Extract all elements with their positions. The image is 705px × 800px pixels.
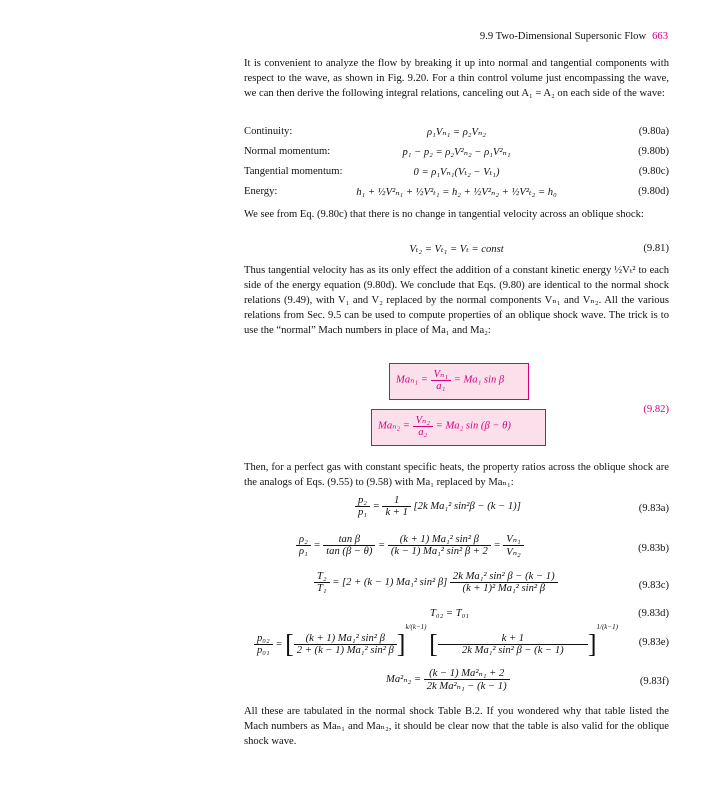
relation-label: Energy: xyxy=(244,186,278,197)
equation-number: (9.80b) xyxy=(638,146,669,157)
equation-9-83d: T₀₂ = T₀₁ xyxy=(430,608,469,619)
fraction-denominator: a₁ xyxy=(436,381,446,392)
relation-tangential-momentum xyxy=(244,166,669,182)
fraction-numerator: k + 1 xyxy=(438,633,588,645)
fraction-denominator: (k − 1) Ma₁² sin² β + 2 xyxy=(390,546,488,557)
relation-label: Tangential momentum: xyxy=(244,166,343,177)
fraction-numerator: Vₙ₂ xyxy=(413,414,433,427)
paragraph-tabulated: All these are tabulated in the normal shock Table B.2. If you wondered why that table listed the Mach numbers as Maₙ₁ and Maₙ₂, it should be clear now that the table is also valid for the oblique shock wave. xyxy=(244,706,669,747)
running-header xyxy=(480,31,668,42)
fraction-numerator: (k + 1) Ma₁² sin² β xyxy=(294,633,397,645)
fraction-denominator: 2k Ma₁² sin² β − (k − 1) xyxy=(461,645,564,657)
fraction-denominator: T₁ xyxy=(317,583,327,594)
relation-label: Normal momentum: xyxy=(244,146,331,157)
fraction-denominator: p₀₁ xyxy=(257,645,270,657)
fraction-numerator: Vₙ₁ xyxy=(503,533,523,546)
box-lhs: Maₙ₂ = xyxy=(378,420,410,432)
equation-number: (9.83f) xyxy=(639,676,669,687)
box-rhs: = Ma₁ sin β xyxy=(453,374,505,386)
equation-number: (9.81) xyxy=(643,243,669,254)
fraction-numerator: T₂ xyxy=(314,571,330,583)
paragraph-normal-components: Thus tangential velocity has as its only effect the addition of a constant kinetic energy ½Vₜ² to each side of the energy equation (9.80d). We conclude that Eqs. (9.80) are identical to the normal shock relations (9.49), with V₁ and V₂ replaced by the normal components Vₙ₁ and Vₙ₂. All the various relations from Sec. 9.5 can be used to compute properties of an oblique shock wave. The trick is to use the “normal” Mach numbers in place of Ma₁ and Ma₂: xyxy=(244,265,669,336)
equation-term: = [2 + (k − 1) Ma₁² sin² β] xyxy=(332,576,448,588)
relation-equation: ρ₁Vₙ₁ = ρ₂Vₙ₂ xyxy=(427,127,486,138)
fraction-numerator: 1 xyxy=(382,495,410,507)
paragraph-tangential: We see from Eq. (9.80c) that there is no change in tangential velocity across an oblique shock: xyxy=(244,209,644,220)
relation-equation: h₁ + ½V²ₙ₁ + ½V²ₜ₁ = h₂ + ½V²ₙ₂ + ½V²ₜ₂ = h₀ xyxy=(356,187,557,198)
equation-number: (9.83e) xyxy=(638,637,669,648)
fraction-denominator: k + 1 xyxy=(385,507,408,518)
equation-number: (9.83c) xyxy=(638,580,669,591)
section-title: 9.9 Two-Dimensional Supersonic Flow xyxy=(479,31,647,42)
fraction-numerator: tan β xyxy=(323,534,375,546)
fraction-denominator: ρ₁ xyxy=(299,546,308,557)
fraction-numerator: ρ₂ xyxy=(296,534,311,546)
mach-normal-2-box xyxy=(371,409,546,446)
equation-body: Vₜ₂ = Vₜ₁ = Vₜ = const xyxy=(409,244,504,255)
box-lhs: Maₙ₁ = xyxy=(396,374,428,386)
equation-9-83e: $\frac{\text{p₀₂}}{\text{p₀₁}}$ = [ $\frac{\text{(k + 1) Ma₁² sin² β}}{\text{2 + (k − 1) Ma₁² sin² β}}$ ]$^{k/(k-1)}$ [ $\frac{k + 1}{\text{2k Ma₁² sin² β − (k − 1)}}$ ]$^{1/(k-1)}$ xyxy=(254,623,618,660)
fraction-denominator: Vₙ₂ xyxy=(506,547,521,558)
fraction-denominator: a₂ xyxy=(418,427,428,438)
equation-number: (9.83a) xyxy=(638,503,669,514)
equation-number-9-82: (9.82) xyxy=(643,404,669,415)
equation-9-83c xyxy=(314,571,558,594)
fraction-numerator: Vₙ₁ xyxy=(431,368,451,381)
exponent: 1/(k−1) xyxy=(596,623,618,631)
fraction-denominator: (k + 1)² Ma₁² sin² β xyxy=(462,583,545,594)
equation-9-83a: $\frac{\text{p₂}}{\text{p₁}}$ = $\frac{1}{k + 1}$ [2k Ma₁² sin²β − (k − 1)] xyxy=(355,495,521,518)
paragraph-perfect-gas: Then, for a perfect gas with constant specific heats, the property ratios across the oblique shock are the analogs of Eqs. (9.55) to (9.58) with Ma₁ replaced by Maₙ₁: xyxy=(244,462,669,488)
relation-continuity xyxy=(244,126,669,142)
page-number: 663 xyxy=(652,31,668,42)
fraction-denominator: p₁ xyxy=(358,507,367,518)
exponent: k/(k−1) xyxy=(405,623,427,631)
equation-9-81 xyxy=(244,243,669,259)
relation-equation: p₁ − p₂ = ρ₂V²ₙ₂ − ρ₁V²ₙ₁ xyxy=(402,147,511,158)
equation-number: (9.80c) xyxy=(638,166,669,177)
equation-9-83b: $\frac{\text{ρ₂}}{\text{ρ₁}}$ = $\frac{\text{tan β}}{\tan (\beta - \theta)}$ = $\frac{\text{(k + 1) Ma₁² sin² β}}{\text{(k − 1) Ma₁² sin² β + 2}}$ = $\frac{\text{Vₙ₁}}{\text{Vₙ₂}}$ xyxy=(296,533,524,558)
fraction-numerator: p₂ xyxy=(355,495,370,507)
relation-equation: 0 = ρ₁Vₙ₁(Vₜ₂ − Vₜ₁) xyxy=(413,167,500,178)
intro-paragraph: It is convenient to analyze the flow by breaking it up into normal and tangential components with respect to the wave, as shown in Fig. 9.20. For a thin control volume just encompassing the wave, we can then derive the following integral relations, canceling out A₁ = A₂ on each side of the wave: xyxy=(244,58,669,99)
equation-number: (9.83d) xyxy=(638,608,669,619)
equation-number: (9.83b) xyxy=(638,543,669,554)
fraction-numerator: 2k Ma₁² sin² β − (k − 1) xyxy=(450,571,558,583)
equation-number: (9.80a) xyxy=(638,126,669,137)
box-rhs: = Ma₂ sin (β − θ) xyxy=(435,420,511,432)
equation-number: (9.80d) xyxy=(638,186,669,197)
equation-9-83f xyxy=(386,667,510,692)
relation-energy xyxy=(244,186,669,202)
fraction-numerator: p₀₂ xyxy=(254,633,273,645)
fraction-denominator: 2 + (k − 1) Ma₁² sin² β xyxy=(296,645,394,657)
relation-label: Continuity: xyxy=(244,126,293,137)
mach-normal-1-box xyxy=(389,363,529,400)
fraction-denominator: tan (β − θ) xyxy=(326,546,373,557)
fraction-numerator: (k + 1) Ma₁² sin² β xyxy=(388,534,491,546)
relation-normal-momentum xyxy=(244,146,669,162)
equation-lhs: Ma²ₙ₂ = xyxy=(386,673,422,685)
fraction-denominator: 2k Ma²ₙ₁ − (k − 1) xyxy=(426,681,507,692)
fraction-numerator: (k − 1) Ma²ₙ₁ + 2 xyxy=(424,667,510,680)
equation-term: [2k Ma₁² sin²β − (k − 1)] xyxy=(413,500,521,512)
